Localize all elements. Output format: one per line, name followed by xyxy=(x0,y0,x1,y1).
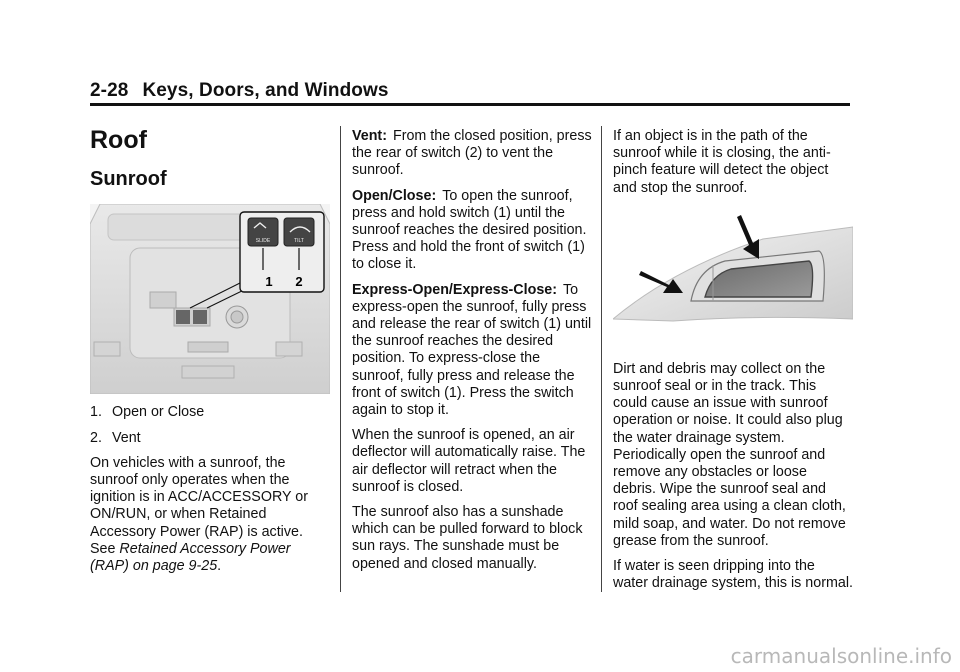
column-2 xyxy=(352,128,592,581)
section-heading: Sunroof xyxy=(90,168,167,191)
slide-button-text: SLIDE xyxy=(255,238,271,245)
column-1 xyxy=(90,128,330,583)
paragraph-see-reference: See Retained Accessory Power (RAP) on page 9-25. xyxy=(90,540,291,575)
column-3 xyxy=(613,128,853,600)
watermark-text: carmanualsonline.info xyxy=(730,644,952,668)
paragraph-deflector: When the sunroof is opened, an air deflector will automatically raise. The air deflector will retract when the sunroof is closed. xyxy=(352,427,586,495)
paragraph-express: Express-Open/Express-Close: To express-open the sunroof, fully press and release the rear of switch (1) until the sunroof reaches the desired position. To express-close the sunroof, fully press and release the front of switch (1). Press the switch again to stop it. xyxy=(352,281,592,419)
column-divider-1 xyxy=(340,126,341,592)
paragraph-vent: Vent: From the closed position, press the rear of switch (2) to vent the sunroof. xyxy=(352,128,592,179)
list-item: 1. Open or Close xyxy=(90,404,205,421)
paragraph-open-close: Open/Close: To open the sunroof, press and hold switch (1) until the sunroof reaches the desired position. Press and hold the front of switch (1) to close it. xyxy=(352,187,587,273)
column-divider-2 xyxy=(601,126,602,592)
cross-reference-link[interactable]: Retained Accessory Power (RAP) on page 9-25 xyxy=(90,540,291,575)
sunroof-switch-figure xyxy=(90,204,330,394)
figure-callout-1: 1 xyxy=(265,274,273,290)
page-title: Roof xyxy=(90,126,147,154)
paragraph-water: If water is seen dripping into the water drainage system, this is normal. xyxy=(613,558,853,592)
paragraph-dirt-debris: Dirt and debris may collect on the sunroof seal or in the track. This could cause an issue with sunroof operation or noise. It could also plug the water drainage system. Periodically open the sunroof and remove any obstacles or loose debris. Wipe the sunroof seal and roof sealing area using a clean cloth, mild soap, and water. Do not remove grease from the sunroof. xyxy=(613,360,846,549)
paragraph-anti-pinch: If an object is in the path of the sunroof while it is closing, the anti-pinch feature will detect the object and stop the sunroof. xyxy=(613,128,831,196)
header-rule xyxy=(90,103,850,106)
sunroof-seal-figure xyxy=(613,209,853,349)
paragraph-operation: On vehicles with a sunroof, the sunroof only operates when the ignition is in ACC/ACCESSORY or ON/RUN, or when Retained Accessory Power (RAP) is active. xyxy=(90,454,308,540)
figure-callout-2: 2 xyxy=(295,274,303,290)
section-title: Keys, Doors, and Windows xyxy=(142,80,389,101)
tilt-button-text: TILT xyxy=(294,238,304,245)
list-item: 2. Vent xyxy=(90,429,141,446)
page-number: 2-28 xyxy=(90,80,129,101)
paragraph-sunshade: The sunroof also has a sunshade which can be pulled forward to block sun rays. The sunshade must be opened and closed manually. xyxy=(352,504,583,572)
running-header xyxy=(90,80,389,102)
